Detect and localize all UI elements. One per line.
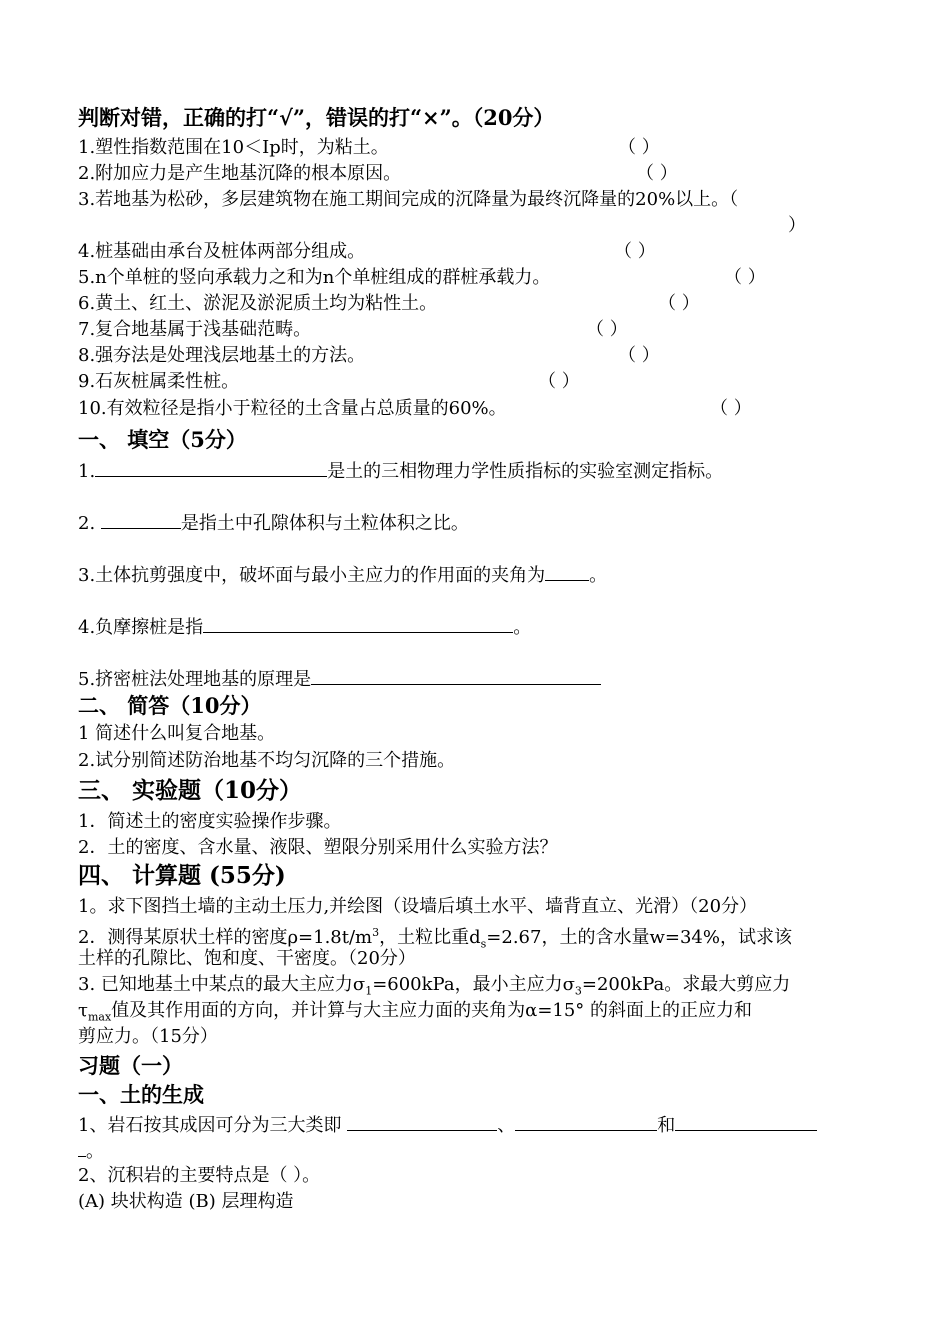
calc-q2-sup: 3	[372, 926, 380, 939]
judge-item-2: 2.附加应力是产生地基沉降的根本原因。	[78, 163, 402, 184]
fill-q4-text: 4.负摩擦桩是指	[78, 617, 204, 638]
judge-paren-8: （ ）	[618, 345, 660, 366]
judge-item-9: 9.石灰桩属柔性桩。	[78, 371, 240, 392]
ex-q1-sep2: 和	[657, 1115, 676, 1136]
fill-q4-blank[interactable]	[203, 614, 513, 633]
ex-q1-sep1: 、	[497, 1115, 516, 1136]
ex-q1-text: 1、岩石按其成因可分为三大类即	[78, 1115, 342, 1136]
judge-item-5: 5.n个单桩的竖向承载力之和为n个单桩组成的群桩承载力。	[78, 267, 551, 288]
calc-q2-text-a: 2．测得某原状土样的密度ρ=1.8t/m	[78, 927, 373, 948]
calc-q1: 1。求下图挡土墙的主动土压力,并绘图（设墙后填土水平、墙背直立、光滑）（20分）	[78, 896, 758, 917]
ex-q2: 2、沉积岩的主要特点是（ ）。	[78, 1165, 321, 1186]
fill-q3	[78, 562, 607, 588]
fill-q5	[78, 666, 601, 692]
fill-title: 一、 填空（5分）	[78, 427, 247, 452]
ex-q2-options: (A) 块状构造 (B) 层理构造	[78, 1191, 294, 1212]
calc-q2-text-b: ，土粒比重d	[379, 927, 481, 948]
short-item-2: 2.试分别简述防治地基不均匀沉降的三个措施。	[78, 750, 456, 771]
calc-q3-text-c: =200kPa。求最大剪应力	[581, 974, 791, 995]
fill-q5-text: 5.挤密桩法处理地基的原理是	[78, 669, 312, 690]
calc-q3-sub1: 1	[365, 984, 373, 998]
fill-q3-end: 。	[589, 565, 608, 586]
judge-paren-4: （ ）	[614, 241, 656, 262]
fill-q3-blank[interactable]	[545, 562, 589, 581]
fill-q1	[78, 458, 723, 484]
ex-q1-end-mark: 。	[86, 1141, 104, 1162]
calc-q3-text-a: 3. 已知地基土中某点的最大主应力σ	[78, 974, 366, 995]
calc-q3-tau: τ	[78, 1000, 88, 1021]
judge-item-10: 10.有效粒径是指小于粒径的土含量占总质量的60%。	[78, 398, 507, 419]
calc-q3-text-b: =600kPa，最小主应力σ	[372, 974, 575, 995]
fill-q2-text: 是指土中孔隙体积与土粒体积之比。	[180, 513, 469, 534]
calc-q3-tau-sub: max	[87, 1010, 112, 1024]
ex-q1-end	[78, 1138, 104, 1164]
fill-q1-text: 是土的三相物理力学性质指标的实验室测定指标。	[327, 461, 724, 482]
ex-subtitle: 一、土的生成	[78, 1082, 204, 1107]
ex-q1-blank-3[interactable]	[675, 1112, 817, 1131]
judge-item-7: 7.复合地基属于浅基础范畴。	[78, 319, 312, 340]
ex-q1-blank-3-cont[interactable]	[78, 1138, 86, 1157]
calc-title: 四、 计算题 (55分)	[78, 862, 286, 889]
judge-paren-7: （ ）	[586, 319, 628, 340]
judge-paren-5: （ ）	[724, 267, 766, 288]
ex-title: 习题（一）	[78, 1053, 183, 1078]
judge-item-4: 4.桩基础由承台及桩体两部分组成。	[78, 241, 366, 262]
judge-paren-6: （ ）	[658, 293, 700, 314]
short-title: 二、 简答（10分）	[78, 693, 262, 718]
fill-q2	[78, 510, 469, 536]
exp-title: 三、 实验题（10分）	[78, 777, 303, 804]
fill-q2-prefix: 2.	[78, 513, 101, 534]
ex-q1-blank-2[interactable]	[515, 1112, 657, 1131]
judge-item-1: 1.塑性指数范围在10＜Ip时，为粘土。	[78, 137, 389, 158]
judge-item-6: 6.黄土、红土、淤泥及淤泥质土均为粘性土。	[78, 293, 438, 314]
judge-paren-3-close: ）	[788, 215, 806, 236]
judge-paren-9: （ ）	[538, 371, 580, 392]
calc-q2-line2: 土样的孔隙比、饱和度、干密度。（20分）	[78, 948, 416, 969]
calc-q2-sub: s	[480, 937, 487, 951]
fill-q4-end: 。	[513, 617, 532, 638]
judge-item-8: 8.强夯法是处理浅层地基土的方法。	[78, 345, 366, 366]
fill-q5-blank[interactable]	[311, 666, 601, 685]
short-item-1: 1 简述什么叫复合地基。	[78, 723, 276, 744]
exp-item-2: 2．土的密度、含水量、液限、塑限分别采用什么实验方法？	[78, 837, 558, 858]
judge-paren-1: （ ）	[618, 137, 660, 158]
judge-paren-2: （ ）	[636, 163, 678, 184]
ex-q1	[78, 1112, 817, 1138]
judge-paren-10: （ ）	[710, 398, 752, 419]
calc-q3-line2-text: 值及其作用面的方向，并计算与大主应力面的夹角为α=15° 的斜面上的正应力和	[111, 1000, 753, 1021]
exp-item-1: 1．简述土的密度实验操作步骤。	[78, 811, 342, 832]
calc-q3-line3: 剪应力。（15分）	[78, 1026, 218, 1047]
fill-q4	[78, 614, 531, 640]
calc-q3-sub3: 3	[574, 984, 582, 998]
judge-item-3: 3.若地基为松砂，多层建筑物在施工期间完成的沉降量为最终沉降量的20%以上。（	[78, 189, 739, 210]
judge-title: 判断对错，正确的打“√”，错误的打“×”。（20分）	[78, 105, 555, 130]
ex-q1-blank-1[interactable]	[347, 1112, 497, 1131]
fill-q3-text: 3.土体抗剪强度中，破坏面与最小主应力的作用面的夹角为	[78, 565, 546, 586]
fill-q1-blank[interactable]	[95, 458, 327, 477]
fill-q1-prefix: 1.	[78, 461, 96, 482]
calc-q2-text-c: =2.67，土的含水量w=34%，试求该	[486, 927, 792, 948]
fill-q2-blank[interactable]	[101, 510, 181, 529]
